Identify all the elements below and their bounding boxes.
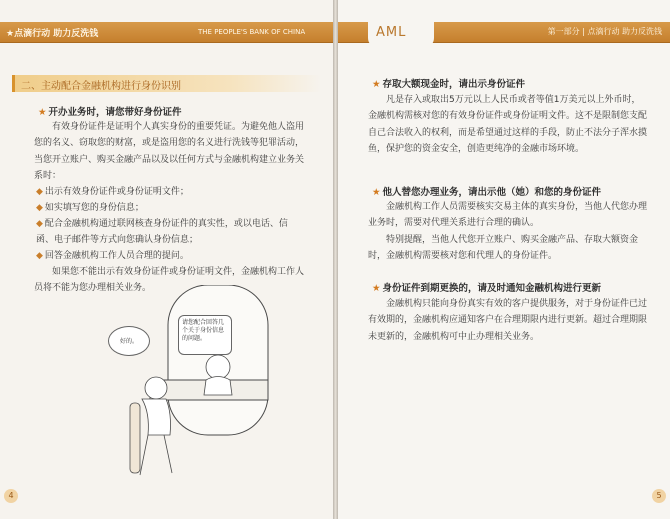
left-header-bar <box>0 22 333 43</box>
right-paragraph-3: 特别提醒，当他人代您开立账户、购买金融产品、存取大额资金时，金融机构需要核对您和代理人的身份证件。 <box>368 235 639 262</box>
speech-bubble-customer <box>108 326 150 356</box>
speech-bubble-teller-text: 请您配合回答几个关于身份信息的问题。 <box>182 319 225 342</box>
left-bullet-3 <box>36 216 304 249</box>
left-bullet-3-text: 配合金融机构通过联网核查身份证件的真实性，或以电话、信函、电子邮件等方式向您确认身份信息； <box>36 219 288 246</box>
right-heading-3 <box>372 280 601 294</box>
left-bullet-1-text: 出示有效身份证件或身份证明文件； <box>44 187 189 197</box>
right-heading-1-text: 存取大额现金时，请出示身份证件 <box>382 79 526 90</box>
left-page <box>0 0 333 519</box>
right-heading-1 <box>372 76 525 90</box>
left-bullet-4 <box>36 248 304 264</box>
left-bullet-2-text: 如实填写您的身份信息； <box>44 203 144 213</box>
left-paragraph-1: 有效身份证件是证明个人真实身份的重要凭证。为避免他人盗用您的名义、窃取您的财富，或是盗用您的名义进行洗钱等犯罪活动，当您开立账户、购买金融产品以及以任何方式与金融机构建立业务关系时： <box>34 122 305 181</box>
right-heading-2-text: 他人替您办理业务，请出示他（她）和您的身份证件 <box>382 187 602 198</box>
bullet-icon: ◆ <box>36 187 43 197</box>
star-icon: ★ <box>372 283 381 294</box>
right-page <box>338 0 670 519</box>
right-page-number: 5 <box>652 489 666 503</box>
aml-tab-label: AML <box>376 25 407 40</box>
right-header-title: 第一部分 | 点滴行动 助力反洗钱 <box>547 27 662 36</box>
left-header-title: ★点滴行动 助力反洗钱 <box>6 29 99 39</box>
star-icon: ★ <box>372 187 381 198</box>
speech-bubble-customer-text: 好的。 <box>119 338 138 345</box>
left-header-subtitle: THE PEOPLE'S BANK OF CHINA <box>198 28 306 36</box>
left-heading-1 <box>38 104 182 118</box>
left-heading-1-text: 开办业务时，请您带好身份证件 <box>48 107 182 118</box>
left-bullet-1 <box>36 184 304 200</box>
right-paragraph-1: 凡是存入或取出5万元以上人民币或者等值1万美元以上外币时，金融机构需核对您的有效身份证件或身份证明文件。这不是限制您支配自己合法收入的权利，而是希望通过这样的手段，防止不法分子浑水摸鱼，保护您的资金安全，创造更纯净的金融市场环境。 <box>368 95 648 154</box>
section-title: 二、主动配合金融机构进行身份识别 <box>21 81 181 92</box>
speech-bubble-teller <box>178 315 232 355</box>
left-paragraph-2: 如果您不能出示有效身份证件或身份证明文件，金融机构工作人员将不能为您办理相关业务。 <box>34 267 305 294</box>
aml-tab <box>368 22 434 48</box>
section-title-bar <box>12 75 321 92</box>
left-bullet-4-text: 回答金融机构工作人员合理的提问。 <box>44 251 189 261</box>
star-icon: ★ <box>372 79 381 90</box>
bullet-icon: ◆ <box>36 251 43 261</box>
star-icon: ★ <box>38 107 47 118</box>
bullet-icon: ◆ <box>36 219 43 229</box>
right-heading-3-text: 身份证件到期更换的，请及时通知金融机构进行更新 <box>382 283 602 294</box>
right-paragraph-2: 金融机构工作人员需要核实交易主体的真实身份，当他人代您办理业务时，需要对代理关系进行合理的确认。 <box>368 202 648 229</box>
right-paragraph-4: 金融机构只能向身份真实有效的客户提供服务，对于身份证件已过有效期的，金融机构应通知客户在合理期限内进行更新。超过合理期限未更新的，金融机构可中止办理相关业务。 <box>368 299 648 342</box>
bullet-icon: ◆ <box>36 203 43 213</box>
right-heading-2 <box>372 184 601 198</box>
left-bullet-2 <box>36 200 304 216</box>
left-page-number: 4 <box>4 489 18 503</box>
